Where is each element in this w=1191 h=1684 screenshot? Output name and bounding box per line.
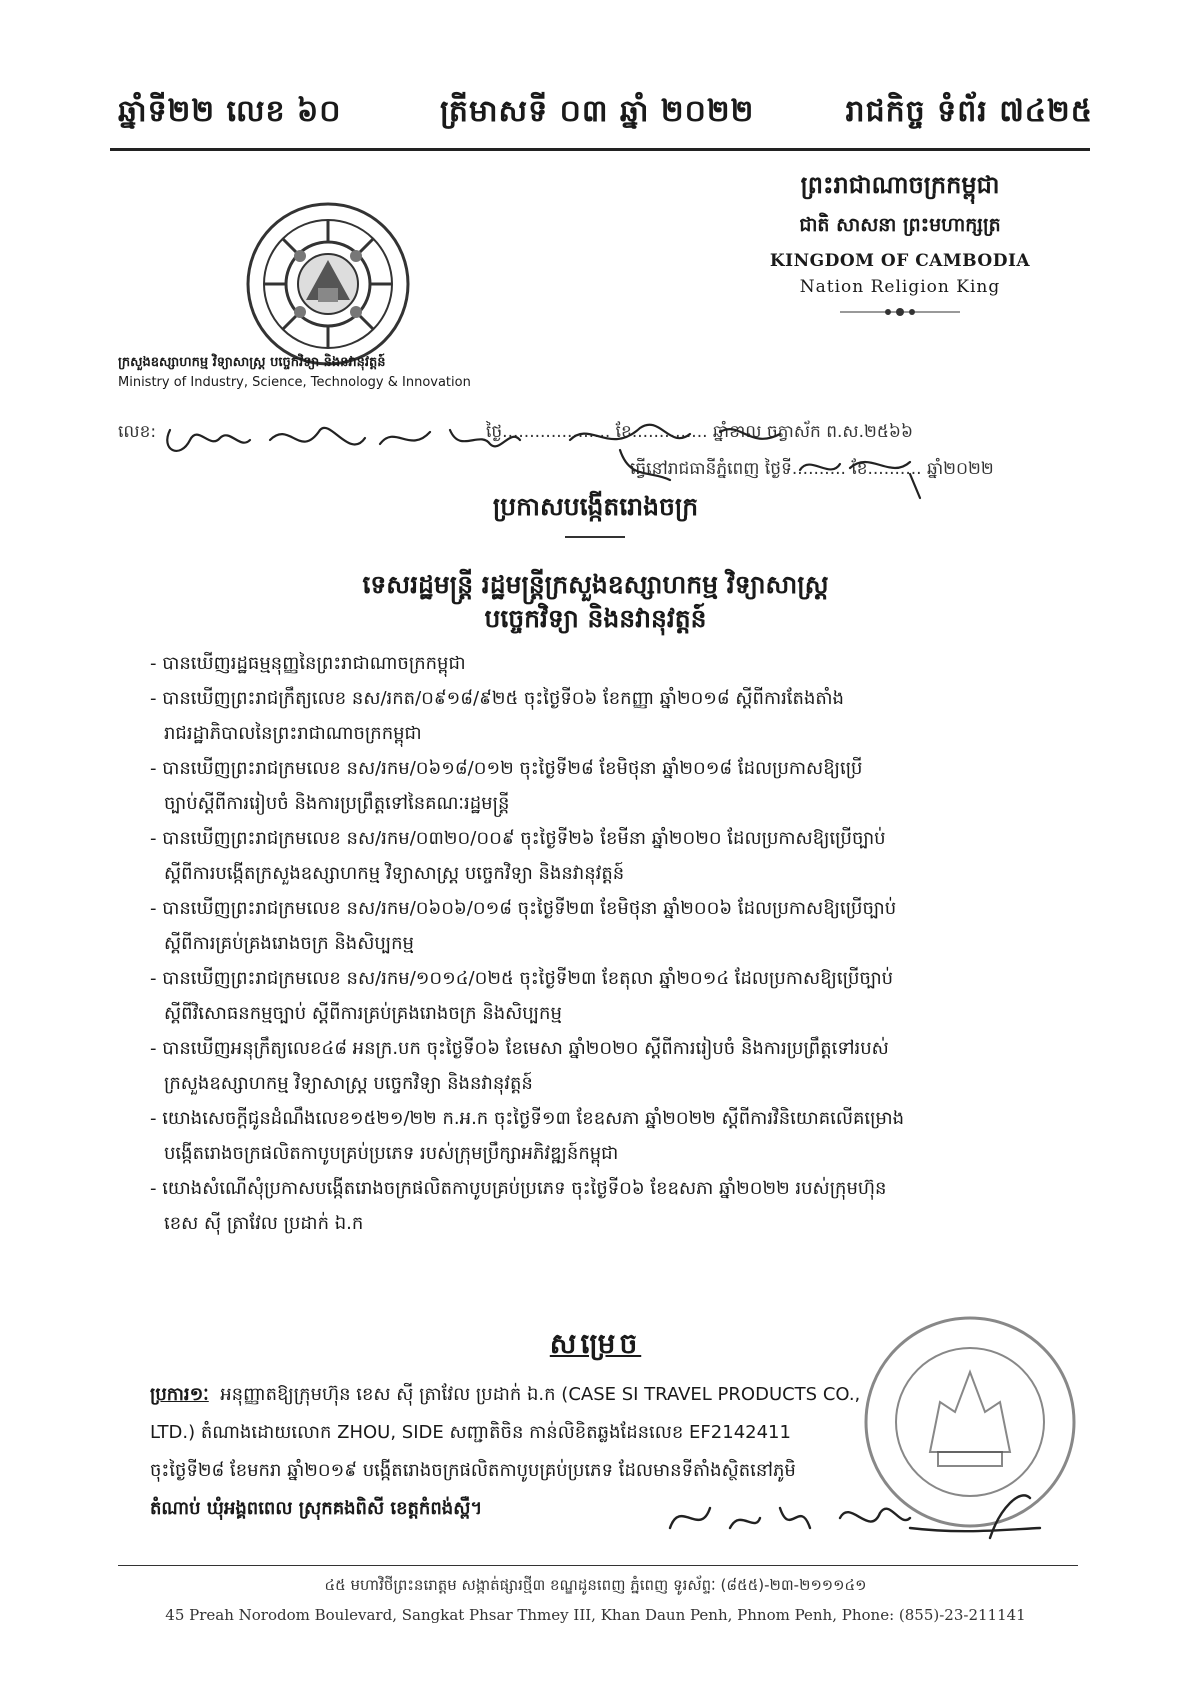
issuer-title-line2: បច្ចេកវិទ្យា និងនវានុវត្តន៍ — [484, 604, 707, 633]
list-item: បង្កើតរោងចក្រផលិតកាបូបគ្រប់ប្រភេទ របស់ក្រុមប្រឹក្សាអភិវឌ្ឍន៍កម្ពុជា — [164, 1143, 619, 1164]
gazette-page: រាជកិច្ច ទំព័រ ៧៤២៥ — [845, 94, 1093, 129]
kingdom-name-kh: ព្រះរាជាណាចក្រកម្ពុជា — [800, 171, 1000, 199]
article-text-line4: តំណាប់ ឃុំអង្គពពេល ស្រុកគងពិសី ខេត្តកំពង់ស្ពឺ។ — [150, 1498, 483, 1519]
issuer-title — [0, 568, 1191, 636]
document-heading: ប្រកាសបង្កើតរោងចក្រ — [492, 492, 699, 521]
list-item: ខេស ស៊ី ត្រាវែល ប្រដាក់ ឯ.ក — [164, 1213, 364, 1234]
list-item: ច្បាប់ស្តីពីការរៀបចំ និងការប្រព្រឹត្តទៅនៃគណៈរដ្ឋមន្ត្រី — [164, 793, 510, 814]
list-item: - បានឃើញព្រះរាជក្រមលេខ នស/រកម/១០១៤/០២៥ ចុះថ្ងៃទី២៣ ខែតុលា ឆ្នាំ២០១៤ ដែលប្រកាសឱ្យប្រើច្បាប់ — [150, 968, 894, 989]
article-text-line2: LTD.) តំណាងដោយលោក ZHOU, SIDE សញ្ជាតិចិន កាន់លិខិតឆ្លងដែនលេខ EF2142411 — [150, 1422, 791, 1443]
reference-label: លេខ: — [118, 422, 157, 442]
handwritten-annotations — [150, 410, 1030, 500]
legal-basis-list — [150, 646, 1050, 1241]
footer-address-kh: ៤៥ មហាវិថីព្រះនរោត្តម សង្កាត់ផ្សារថ្មី៣ ខណ្ឌដូនពេញ ភ្នំពេញ ទូរស័ព្ទៈ (៨៥៥)-២៣-២១១១៤១ — [324, 1576, 867, 1594]
list-item: - បានឃើញព្រះរាជក្រមលេខ នស/រកម/០៦១៨/០១២ ចុះថ្ងៃទី២៨ ខែមិថុនា ឆ្នាំ២០១៨ ដែលប្រកាសឱ្យប្រើ — [150, 758, 863, 779]
list-item: - បានឃើញព្រះរាជក្រមលេខ នស/រកម/០៦០៦/០១៨ ចុះថ្ងៃទី២៣ ខែមិថុនា ឆ្នាំ២០០៦ ដែលប្រកាសឱ្យប្រើច្បាប់ — [150, 898, 897, 919]
list-item: - បានឃើញព្រះរាជក្រឹត្យលេខ នស/រកត/០៩១៨/៩២៥ ចុះថ្ងៃទី០៦ ខែកញ្ញា ឆ្នាំ២០១៨ ស្តីពីការតែងតាំង — [150, 688, 844, 709]
article-text-line1: អនុញ្ញាតឱ្យក្រុមហ៊ុន ខេស ស៊ី ត្រាវែល ប្រដាក់ ឯ.ក (CASE SI TRAVEL PRODUCTS CO., — [220, 1384, 861, 1405]
lunar-date-line: ថ្ងៃ.................... ខែ.............. ឆ្នាំខាល ចត្វាស័ក ព.ស.២៥៦៦ — [486, 422, 913, 442]
ministry-name — [118, 354, 558, 390]
list-item: - យោងសេចក្តីជូនដំណឹងលេខ១៥២១/២២ ក.អ.ក ចុះថ្ងៃទី១៣ ខែឧសភា ឆ្នាំ២០២២ ស្តីពីការវិនិយោគលើគម្រោង — [150, 1108, 905, 1129]
list-item: ក្រសួងឧស្សាហកម្ម វិទ្យាសាស្ត្រ បច្ចេកវិទ្យា និងនវានុវត្តន៍ — [164, 1073, 533, 1094]
gazette-quarter: ត្រីមាសទី ០៣ ឆ្នាំ ២០២២ — [440, 94, 755, 129]
list-item: - យោងសំណើសុំប្រកាសបង្កើតរោងចក្រផលិតកាបូបគ្រប់ប្រភេទ ចុះថ្ងៃទី០៦ ខែឧសភា ឆ្នាំ២០២២ របស់ក្រុមហ៊ុន — [150, 1178, 887, 1199]
article-text-line3: ចុះថ្ងៃទី២៨ ខែមករា ឆ្នាំ២០១៩ បង្កើតរោងចក្រផលិតកាបូបគ្រប់ប្រភេទ ដែលមានទីតាំងស្ថិតនៅភូមិ — [150, 1460, 796, 1481]
kingdom-block — [740, 170, 1060, 323]
kingdom-motto-kh: ជាតិ សាសនា ព្រះមហាក្សត្រ — [799, 214, 1001, 236]
issuer-title-line1: ទេសរដ្ឋមន្ត្រី រដ្ឋមន្ត្រីក្រសួងឧស្សាហកម្ម វិទ្យាសាស្ត្រ — [362, 570, 829, 599]
footer-address-en: 45 Preah Norodom Boulevard, Sangkat Phsar Thmey III, Khan Daun Penh, Phnom Penh, Phone: (855)-23-211141 — [165, 1606, 1026, 1624]
kingdom-motto-en: Nation Religion King — [799, 277, 1001, 297]
ministry-name-kh: ក្រសួងឧស្សាហកម្ម វិទ្យាសាស្ត្រ បច្ចេកវិទ្យា និងនវានុវត្តន៍ — [118, 355, 386, 370]
gazette-year-issue: ឆ្នាំទី២២ លេខ ៦០ — [118, 94, 342, 129]
list-item: - បានឃើញរដ្ឋធម្មនុញ្ញនៃព្រះរាជាណាចក្រកម្ពុជា — [150, 653, 466, 674]
list-item: - បានឃើញព្រះរាជក្រមលេខ នស/រកម/០៣២០/០០៩ ចុះថ្ងៃទី២៦ ខែមីនា ឆ្នាំ២០២០ ដែលប្រកាសឱ្យប្រើច្បាប់ — [150, 828, 886, 849]
signature — [660, 1478, 1060, 1558]
heading-underline — [565, 536, 625, 538]
ministry-seal-logo — [244, 200, 412, 368]
ministry-name-en: Ministry of Industry, Science, Technology & Innovation — [118, 375, 471, 390]
list-item: រាជរដ្ឋាភិបាលនៃព្រះរាជាណាចក្រកម្ពុជា — [164, 723, 422, 744]
list-item: - បានឃើញអនុក្រឹត្យលេខ៤៨ អនក្រ.បក ចុះថ្ងៃទី០៦ ខែមេសា ឆ្នាំ២០២០ ស្តីពីការរៀបចំ និងការប្រព្រឹត្តទៅរបស់ — [150, 1038, 889, 1059]
list-item: ស្តីពីការគ្រប់គ្រងរោងចក្រ និងសិប្បកម្ម — [164, 933, 414, 954]
list-item: ស្តីពីវិសោធនកម្មច្បាប់ ស្តីពីការគ្រប់គ្រងរោងចក្រ និងសិប្បកម្ម — [164, 1003, 562, 1024]
list-item: ស្តីពីការបង្កើតក្រសួងឧស្សាហកម្ម វិទ្យាសាស្ត្រ បច្ចេកវិទ្យា និងនវានុវត្តន៍ — [164, 863, 625, 884]
footer-divider — [118, 1565, 1078, 1566]
decision-heading: សម្រេច — [549, 1327, 642, 1360]
solar-date-line: ធ្វើនៅរាជធានីភ្នំពេញ ថ្ងៃទី.......... ខែ.......... ឆ្នាំ២០២២ — [630, 459, 994, 479]
ornament-divider — [840, 305, 960, 319]
header-divider — [110, 148, 1090, 151]
kingdom-name-en: KINGDOM OF CAMBODIA — [769, 251, 1031, 271]
article-label: ប្រការ១ៈ — [150, 1384, 209, 1405]
